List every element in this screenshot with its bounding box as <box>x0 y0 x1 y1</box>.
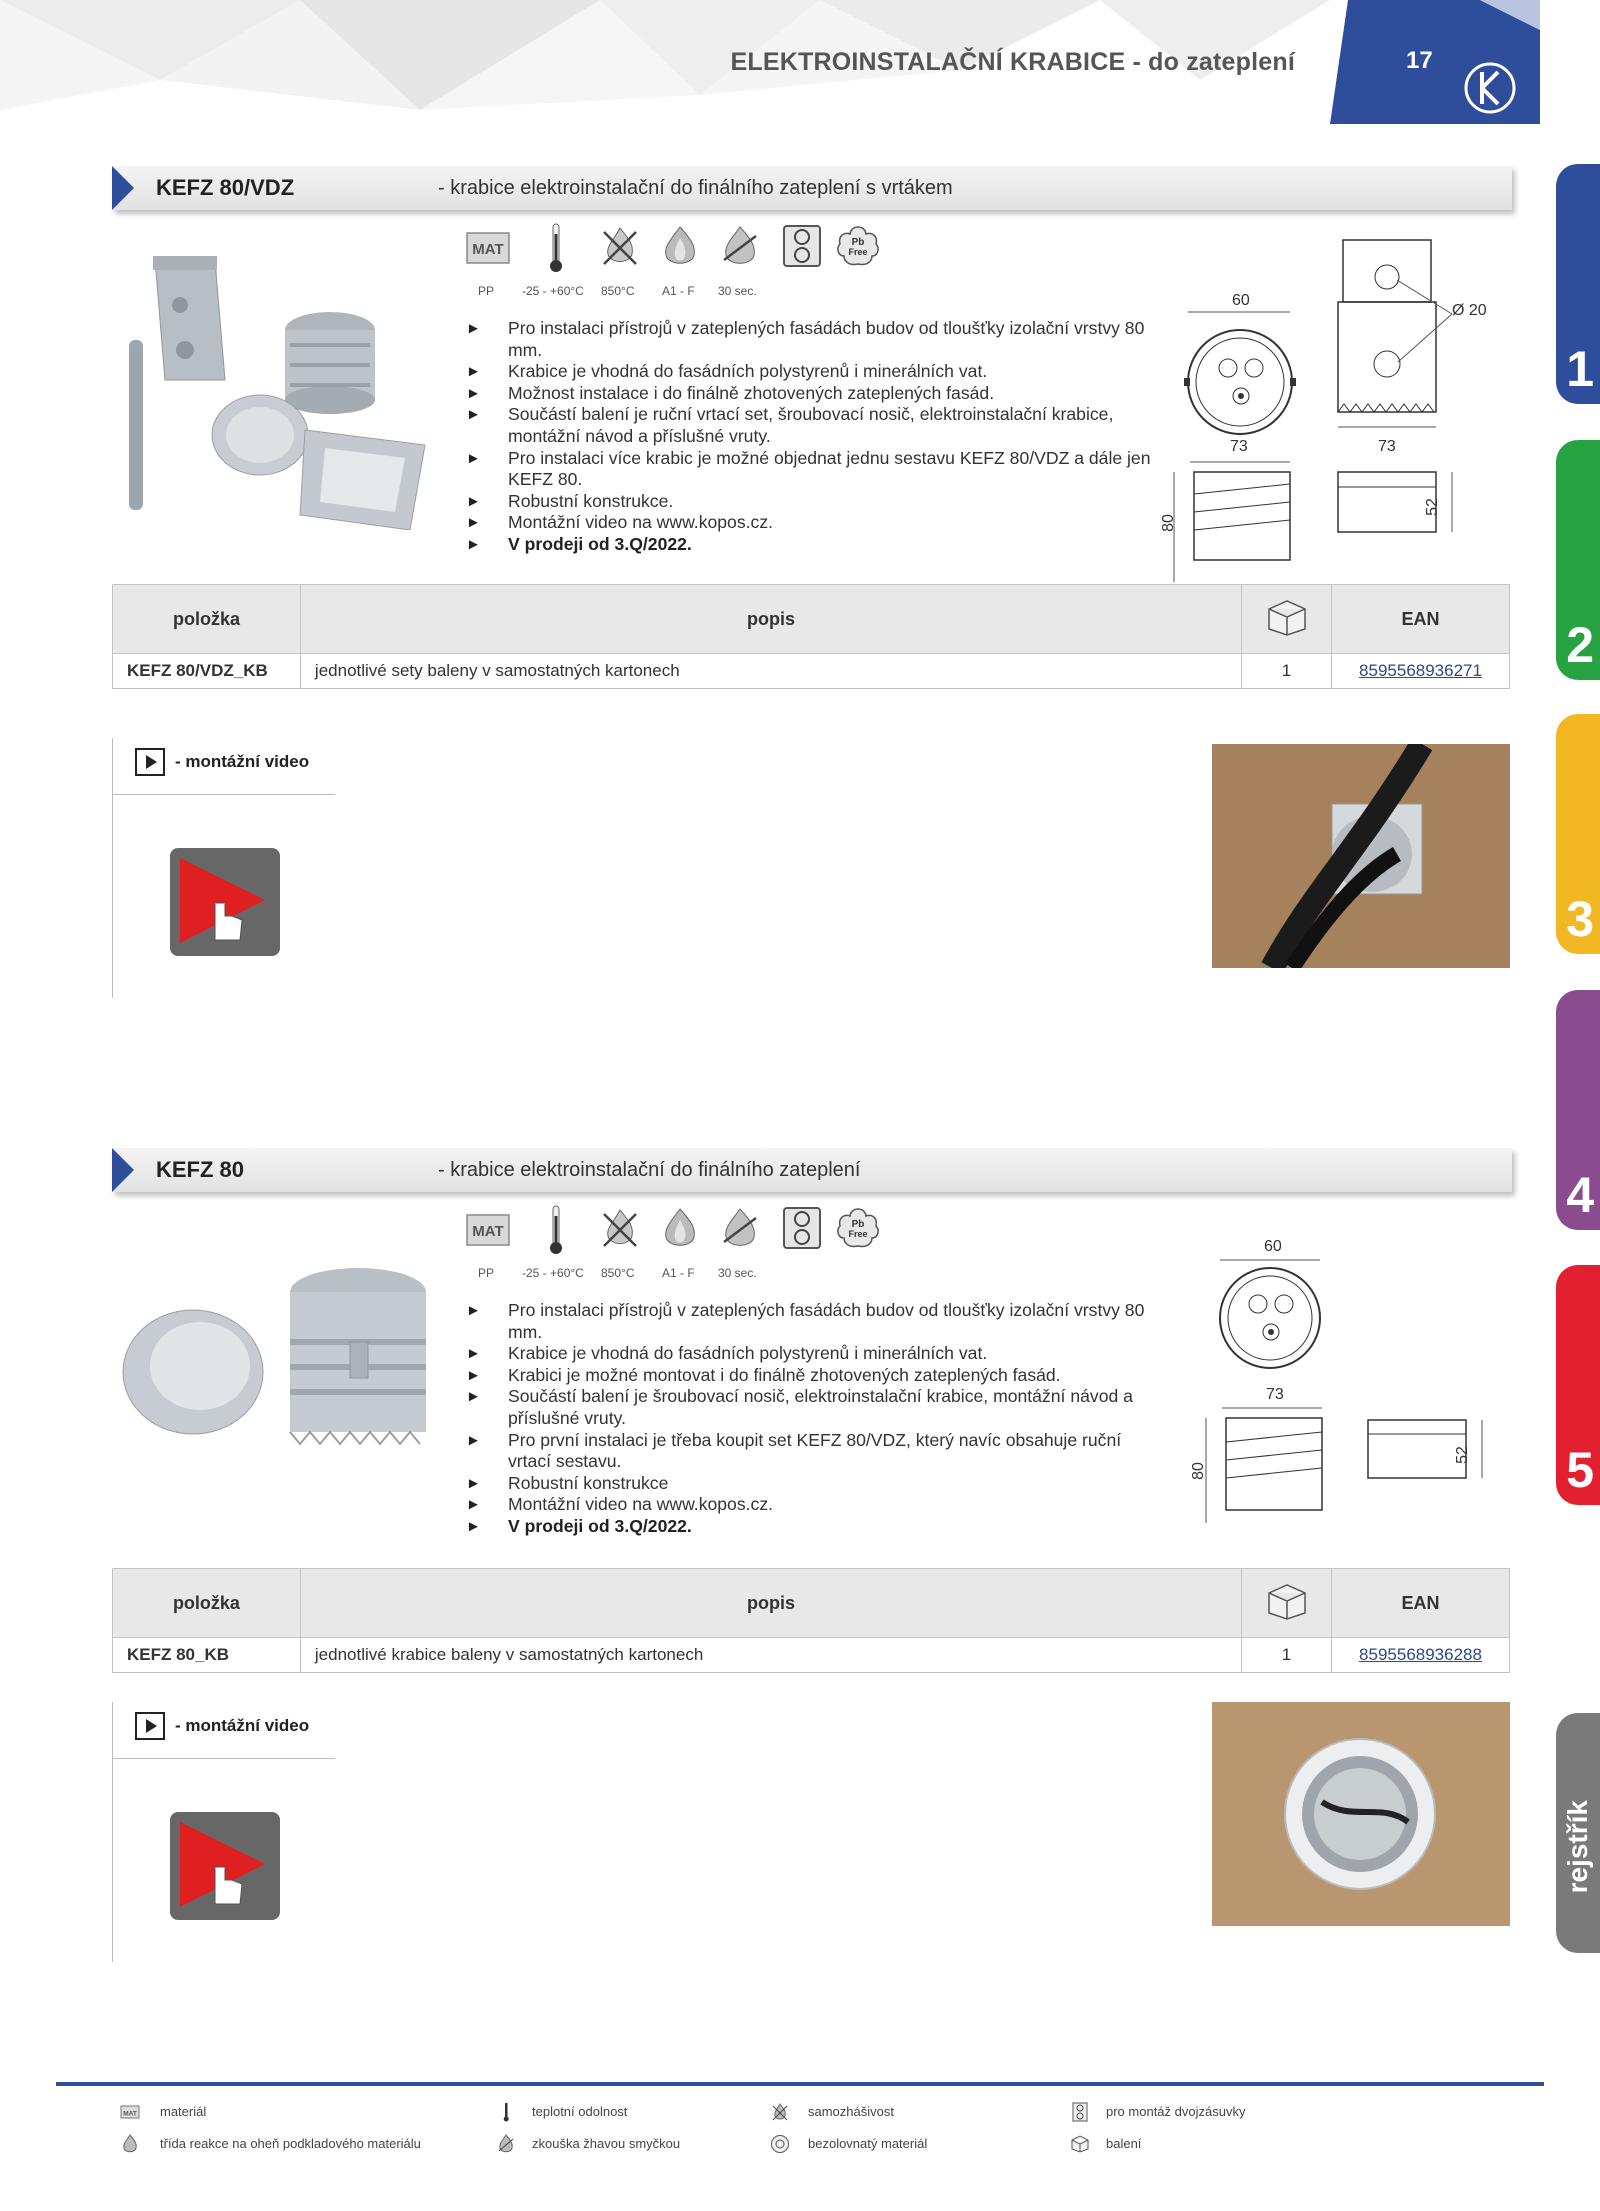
label-temperature: -25 - +60°C <box>522 284 584 298</box>
self-extinguish-icon <box>598 1206 642 1250</box>
product-description: - krabice elektroinstalační do finálního zateplení s vrtákem <box>438 177 953 199</box>
dimension-label: 52 <box>1453 1446 1471 1464</box>
product-description: - krabice elektroinstalační do finálního zateplení <box>438 1159 861 1181</box>
mat-icon <box>120 2102 140 2122</box>
feature-item: ► Robustní konstrukce <box>466 1473 1166 1495</box>
label-temperature: -25 - +60°C <box>522 1266 584 1280</box>
svg-text:Free: Free <box>848 247 868 257</box>
flame-icon <box>120 2134 140 2154</box>
legend-label: zkouška žhavou smyčkou <box>532 2136 681 2151</box>
section-arrow <box>112 166 134 210</box>
video-label: - montážní video <box>175 752 310 771</box>
feature-item: ► Krabice je vhodná do fasádních polystyrenů i minerálních vat. <box>466 361 1166 383</box>
side-tab-index[interactable]: rejstřík <box>1556 1713 1600 1953</box>
label-glow-wire: 850°C <box>601 284 635 298</box>
dimension-label: 80 <box>1159 514 1177 532</box>
glow-wire-icon <box>718 224 762 268</box>
installation-photo-2 <box>1212 1702 1510 1926</box>
cell-package: 1 <box>1242 654 1332 689</box>
self-extinguish-icon <box>598 224 642 268</box>
box-icon <box>1070 2134 1090 2154</box>
feature-list-kefz80vdz <box>466 318 1166 556</box>
side-tab-1[interactable]: 1 <box>1556 164 1600 404</box>
cell-description: jednotlivé sety baleny v samostatných kartonech <box>300 654 1241 689</box>
self-extinguish-icon <box>770 2102 790 2122</box>
col-header-item: položka <box>113 1569 301 1638</box>
side-tab-5[interactable]: 5 <box>1556 1265 1600 1505</box>
feature-item: ► Montážní video na www.kopos.cz. <box>466 1494 1166 1516</box>
label-extinguish-time: 30 sec. <box>718 1266 757 1280</box>
product-image-kefz80 <box>118 1262 438 1462</box>
col-header-item: položka <box>113 585 301 654</box>
label-extinguish-time: 30 sec. <box>718 284 757 298</box>
header-blue-shape <box>1330 0 1540 124</box>
table-row <box>113 1638 1510 1673</box>
video-header <box>113 1702 335 1759</box>
play-icon[interactable] <box>135 748 165 776</box>
feature-item: ► Pro instalaci přístrojů v zateplených fasádách budov od tloušťky izolační vrstvy 80 mm. <box>466 1300 1166 1343</box>
col-header-description: popis <box>300 585 1241 654</box>
col-header-ean: EAN <box>1332 585 1510 654</box>
thermometer-icon <box>546 1204 566 1256</box>
svg-text:MAT: MAT <box>472 1223 504 1240</box>
video-section-1 <box>112 738 335 998</box>
double-socket-icon <box>1070 2102 1090 2122</box>
side-tab-4[interactable]: 4 <box>1556 990 1600 1230</box>
legend-label: teplotní odolnost <box>532 2104 628 2119</box>
installation-photo-1 <box>1212 744 1510 968</box>
feature-item: ► Součástí balení je ruční vrtací set, šroubovací nosič, elektroinstalační krabice, montážní návod a příslušné vruty. <box>466 404 1166 447</box>
svg-text:Pb: Pb <box>851 237 865 248</box>
product-image-kefz80vdz <box>125 250 445 530</box>
glow-wire-icon <box>496 2134 516 2154</box>
table-header-row <box>113 585 1510 654</box>
video-header <box>113 738 335 795</box>
dimension-label: 60 <box>1264 1238 1282 1255</box>
lead-free-icon <box>836 1206 880 1250</box>
video-thumbnail-icon[interactable] <box>170 848 280 956</box>
feature-item: ► V prodeji od 3.Q/2022. <box>466 1516 1166 1538</box>
dimension-label: 60 <box>1232 292 1250 309</box>
technical-drawing-kefz80vdz <box>1160 232 1490 582</box>
section-arrow <box>112 1148 134 1192</box>
legend-label: pro montáž dvojzásuvky <box>1106 2104 1246 2119</box>
dimension-label: 52 <box>1423 498 1441 516</box>
col-header-package <box>1242 585 1332 654</box>
label-material: PP <box>478 1266 495 1280</box>
double-socket-icon <box>780 224 824 268</box>
legend-label: bezolovnatý materiál <box>808 2136 928 2151</box>
glow-wire-icon <box>718 1206 762 1250</box>
thermometer-icon <box>496 2102 516 2122</box>
cell-description: jednotlivé krabice baleny v samostatných kartonech <box>300 1638 1241 1673</box>
col-header-ean: EAN <box>1332 1569 1510 1638</box>
legend-label: materiál <box>160 2104 207 2119</box>
svg-text:Free: Free <box>848 1229 868 1239</box>
lead-free-icon <box>770 2134 790 2154</box>
svg-text:MAT: MAT <box>472 241 504 258</box>
feature-item: ► Pro instalaci více krabic je možné objednat jednu sestavu KEFZ 80/VDZ a dále jen KEFZ 80. <box>466 448 1166 491</box>
video-thumbnail-icon[interactable] <box>170 1812 280 1920</box>
feature-item: ► Pro instalaci přístrojů v zateplených fasádách budov od tloušťky izolační vrstvy 80 mm. <box>466 318 1166 361</box>
page-number: 17 <box>1406 47 1433 74</box>
feature-item: ► Krabici je možné montovat i do finálně zhotovených zateplených fasád. <box>466 1365 1166 1387</box>
feature-item: ► V prodeji od 3.Q/2022. <box>466 534 1166 556</box>
product-table-kefz80vdz <box>112 584 1510 689</box>
label-fire-class: A1 - F <box>662 1266 695 1280</box>
dimension-label: 73 <box>1378 438 1396 455</box>
ean-link[interactable]: 8595568936288 <box>1332 1638 1510 1673</box>
svg-text:MAT: MAT <box>123 2110 137 2118</box>
technical-drawing-kefz80 <box>1180 1248 1500 1528</box>
table-header-row <box>113 1569 1510 1638</box>
feature-list-kefz80 <box>466 1300 1166 1538</box>
feature-item: ► Krabice je vhodná do fasádních polystyrenů i minerálních vat. <box>466 1343 1166 1365</box>
ean-link[interactable]: 8595568936271 <box>1332 654 1510 689</box>
page-title: ELEKTROINSTALAČNÍ KRABICE - do zateplení <box>730 48 1295 76</box>
svg-text:Pb: Pb <box>851 1219 865 1230</box>
cell-package: 1 <box>1242 1638 1332 1673</box>
product-code: KEFZ 80/VDZ <box>156 175 295 200</box>
dimension-label: 73 <box>1266 1386 1284 1403</box>
feature-item: ► Součástí balení je šroubovací nosič, elektroinstalační krabice, montážní návod a příslušné vruty. <box>466 1386 1166 1429</box>
legend-label: balení <box>1106 2136 1142 2151</box>
legend-label: třída reakce na oheň podkladového materiálu <box>160 2136 421 2151</box>
feature-item: ► Pro první instalaci je třeba koupit set KEFZ 80/VDZ, který navíc obsahuje ruční vrtací sestavu. <box>466 1430 1166 1473</box>
side-tab-2[interactable]: 2 <box>1556 440 1600 680</box>
video-section-2 <box>112 1702 335 1962</box>
product-table-kefz80 <box>112 1568 1510 1673</box>
product-code: KEFZ 80 <box>156 1157 245 1182</box>
mat-icon <box>466 232 510 264</box>
video-label: - montážní video <box>175 1716 310 1735</box>
table-row <box>113 654 1510 689</box>
dimension-label: Ø 20 <box>1452 302 1487 319</box>
play-icon[interactable] <box>135 1712 165 1740</box>
feature-item: ► Montážní video na www.kopos.cz. <box>466 512 1166 534</box>
cell-item: KEFZ 80_KB <box>113 1638 301 1673</box>
label-glow-wire: 850°C <box>601 1266 635 1280</box>
col-header-description: popis <box>300 1569 1241 1638</box>
box-icon <box>1265 597 1309 637</box>
dimension-label: 73 <box>1230 438 1248 455</box>
lead-free-icon <box>836 224 880 268</box>
double-socket-icon <box>780 1206 824 1250</box>
label-fire-class: A1 - F <box>662 284 695 298</box>
mat-icon <box>466 1214 510 1246</box>
thermometer-icon <box>546 222 566 274</box>
flame-icon <box>658 1206 702 1250</box>
footer-divider <box>56 2082 1544 2086</box>
side-tab-3[interactable]: 3 <box>1556 714 1600 954</box>
box-icon <box>1265 1581 1309 1621</box>
dimension-label: 80 <box>1189 1462 1207 1480</box>
feature-item: ► Robustní konstrukce. <box>466 491 1166 513</box>
cell-item: KEFZ 80/VDZ_KB <box>113 654 301 689</box>
col-header-package <box>1242 1569 1332 1638</box>
feature-item: ► Možnost instalace i do finálně zhotovených zateplených fasád. <box>466 383 1166 405</box>
legend-label: samozhášivost <box>808 2104 894 2119</box>
flame-icon <box>658 224 702 268</box>
label-material: PP <box>478 284 495 298</box>
